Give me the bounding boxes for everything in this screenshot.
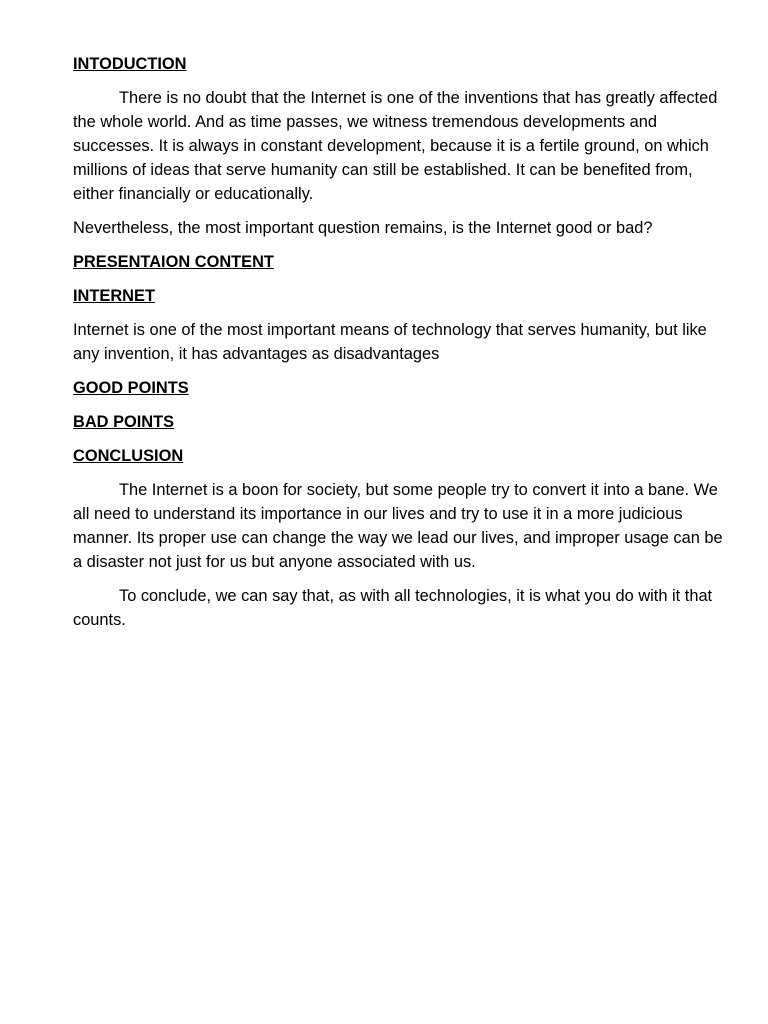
intro-paragraph: There is no doubt that the Internet is one of the inventions that has greatly affected the whole world. And as time passes, we witness tremendous developments and successes. It is always in constant development, because it is a fertile ground, on which millions of ideas that serve humanity can still be established. It can be benefited from, either financially or educationally.	[73, 89, 718, 203]
internet-heading: INTERNET	[73, 287, 155, 305]
conclusion-paragraph-2: To conclude, we can say that, as with all technologies, it is what you do with it that counts.	[73, 587, 713, 629]
good-points-heading: GOOD POINTS	[73, 379, 189, 397]
presentation-content-heading: PRESENTAION CONTENT	[73, 253, 274, 271]
document-body	[73, 52, 723, 642]
conclusion-heading: CONCLUSION	[73, 447, 184, 465]
bad-points-heading: BAD POINTS	[73, 413, 175, 431]
internet-paragraph: Internet is one of the most important means of technology that serves humanity, but like any invention, it has advantages as disadvantages	[73, 321, 707, 363]
introduction-heading: INTODUCTION	[73, 55, 187, 73]
conclusion-paragraph-1: The Internet is a boon for society, but some people try to convert it into a bane. We all need to understand its importance in our lives and try to use it in a more judicious manner. Its proper use can change the way we lead our lives, and improper usage can be a disaster not just for us but anyone associated with us.	[73, 481, 723, 571]
question-paragraph: Nevertheless, the most important question remains, is the Internet good or bad?	[73, 219, 653, 237]
